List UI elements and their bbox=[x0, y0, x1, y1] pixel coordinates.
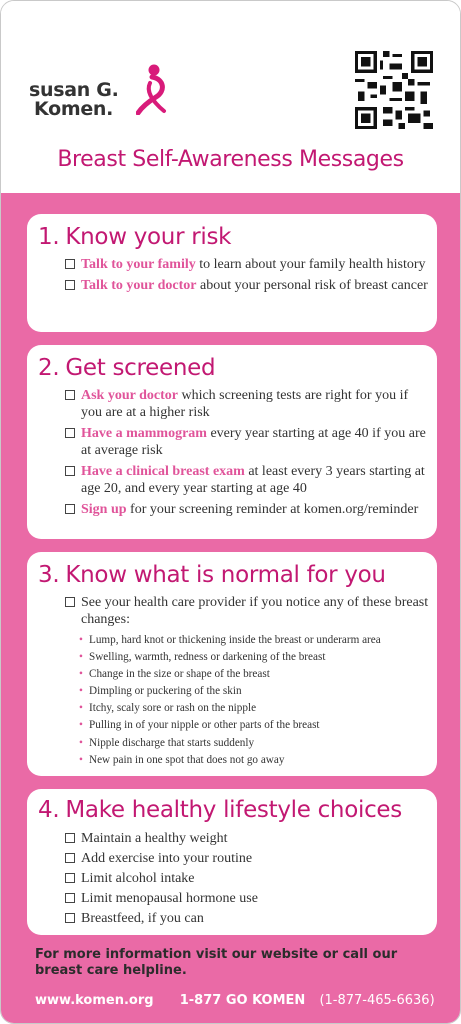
section-heading bbox=[38, 355, 215, 381]
list-item: • Lump, hard knot or thickening inside the breast or underarm area bbox=[79, 632, 429, 649]
list-item: • Itchy, scaly sore or rash on the nipple bbox=[79, 700, 429, 717]
checklist-item[interactable] bbox=[65, 594, 429, 628]
item-text: which screening tests are right for you if you are at a higher risk bbox=[81, 388, 409, 420]
logo-line-1: susan G. bbox=[29, 79, 119, 101]
item-text: Add exercise into your routine bbox=[81, 851, 253, 866]
section-heading bbox=[38, 797, 402, 823]
item-highlight: Ask your doctor bbox=[81, 388, 178, 403]
checkbox-icon[interactable] bbox=[65, 853, 75, 863]
checklist bbox=[65, 387, 429, 522]
checklist-item[interactable] bbox=[65, 830, 429, 847]
website-link[interactable]: www.komen.org bbox=[35, 993, 154, 1008]
section-know-your-risk bbox=[27, 214, 437, 332]
item-text: See your health care provider if you notice any of these breast changes: bbox=[81, 595, 429, 627]
section-number: 2. bbox=[38, 355, 60, 381]
checkbox-icon[interactable] bbox=[65, 833, 75, 843]
item-text: at least every 3 years starting at age 20, and every year starting at age 40 bbox=[81, 464, 425, 496]
item-highlight: Have a clinical breast exam bbox=[81, 464, 245, 479]
section-title: Make healthy lifestyle choices bbox=[65, 797, 402, 823]
section-title: Know your risk bbox=[65, 224, 232, 250]
footer-info: For more information visit our website or call our breast care helpline. bbox=[35, 947, 398, 978]
checkbox-icon[interactable] bbox=[65, 873, 75, 883]
page-title: Breast Self-Awareness Messages bbox=[57, 147, 404, 172]
checkbox-icon[interactable] bbox=[65, 893, 75, 903]
checklist-item[interactable] bbox=[65, 501, 429, 518]
item-text: to learn about your family health history bbox=[195, 257, 426, 272]
section-get-screened bbox=[27, 345, 437, 539]
qr-code-icon[interactable] bbox=[355, 51, 433, 129]
footer-contact bbox=[35, 993, 435, 1008]
logo-wordmark bbox=[29, 81, 119, 119]
checklist-item[interactable] bbox=[65, 387, 429, 421]
item-text: Limit menopausal hormone use bbox=[81, 891, 258, 906]
checklist-item[interactable] bbox=[65, 277, 429, 294]
item-highlight: Sign up bbox=[81, 502, 127, 517]
item-highlight: Talk to your doctor bbox=[81, 278, 197, 293]
checklist bbox=[65, 594, 429, 769]
item-highlight: Have a mammogram bbox=[81, 426, 207, 441]
checklist-item[interactable] bbox=[65, 463, 429, 497]
section-number: 4. bbox=[38, 797, 60, 823]
section-heading bbox=[38, 562, 386, 588]
list-item: • Nipple discharge that starts suddenly bbox=[79, 735, 429, 752]
checkbox-icon[interactable] bbox=[65, 466, 75, 476]
list-item: • Dimpling or puckering of the skin bbox=[79, 683, 429, 700]
section-heading bbox=[38, 224, 231, 250]
komen-logo[interactable] bbox=[29, 63, 179, 123]
item-text: about your personal risk of breast cancer bbox=[196, 278, 428, 293]
list-item: • Pulling in of your nipple or other parts of the breast bbox=[79, 717, 429, 734]
checkbox-icon[interactable] bbox=[65, 913, 75, 923]
item-text: every year starting at age 40 if you are at average risk bbox=[81, 426, 426, 458]
section-number: 3. bbox=[38, 562, 60, 588]
checklist-item[interactable] bbox=[65, 870, 429, 887]
list-item: • Change in the size or shape of the breast bbox=[79, 666, 429, 683]
header bbox=[1, 1, 460, 193]
checklist-item[interactable] bbox=[65, 910, 429, 927]
item-text: for your screening reminder at komen.org/reminder bbox=[126, 502, 419, 517]
checkbox-icon[interactable] bbox=[65, 390, 75, 400]
list-item: • Swelling, warmth, redness or darkening of the breast bbox=[79, 649, 429, 666]
checkbox-icon[interactable] bbox=[65, 597, 75, 607]
section-title: Know what is normal for you bbox=[65, 562, 386, 588]
section-title: Get screened bbox=[65, 355, 216, 381]
footer bbox=[35, 947, 435, 1008]
helpline-number[interactable]: 1-877 GO KOMEN bbox=[179, 993, 306, 1008]
checklist-item[interactable] bbox=[65, 425, 429, 459]
section-know-what-is-normal bbox=[27, 552, 437, 776]
item-highlight: Talk to your family bbox=[81, 257, 196, 272]
list-item: • New pain in one spot that does not go away bbox=[79, 752, 429, 769]
item-text: Breastfeed, if you can bbox=[81, 911, 204, 926]
section-number: 1. bbox=[38, 224, 60, 250]
item-text: Limit alcohol intake bbox=[81, 871, 195, 886]
ribbon-icon bbox=[136, 63, 170, 115]
checklist-item[interactable] bbox=[65, 850, 429, 867]
checkbox-icon[interactable] bbox=[65, 504, 75, 514]
section-healthy-lifestyle bbox=[27, 789, 437, 935]
logo-line-2: Komen. bbox=[34, 98, 114, 120]
checklist-item[interactable] bbox=[65, 256, 429, 273]
checkbox-icon[interactable] bbox=[65, 259, 75, 269]
checklist-item[interactable] bbox=[65, 890, 429, 907]
checklist bbox=[65, 830, 429, 930]
checkbox-icon[interactable] bbox=[65, 280, 75, 290]
breast-changes-list bbox=[79, 632, 429, 769]
checkbox-icon[interactable] bbox=[65, 428, 75, 438]
phone-number[interactable]: (1-877-465-6636) bbox=[319, 993, 435, 1008]
item-text: Maintain a healthy weight bbox=[81, 831, 228, 846]
checklist bbox=[65, 256, 429, 298]
